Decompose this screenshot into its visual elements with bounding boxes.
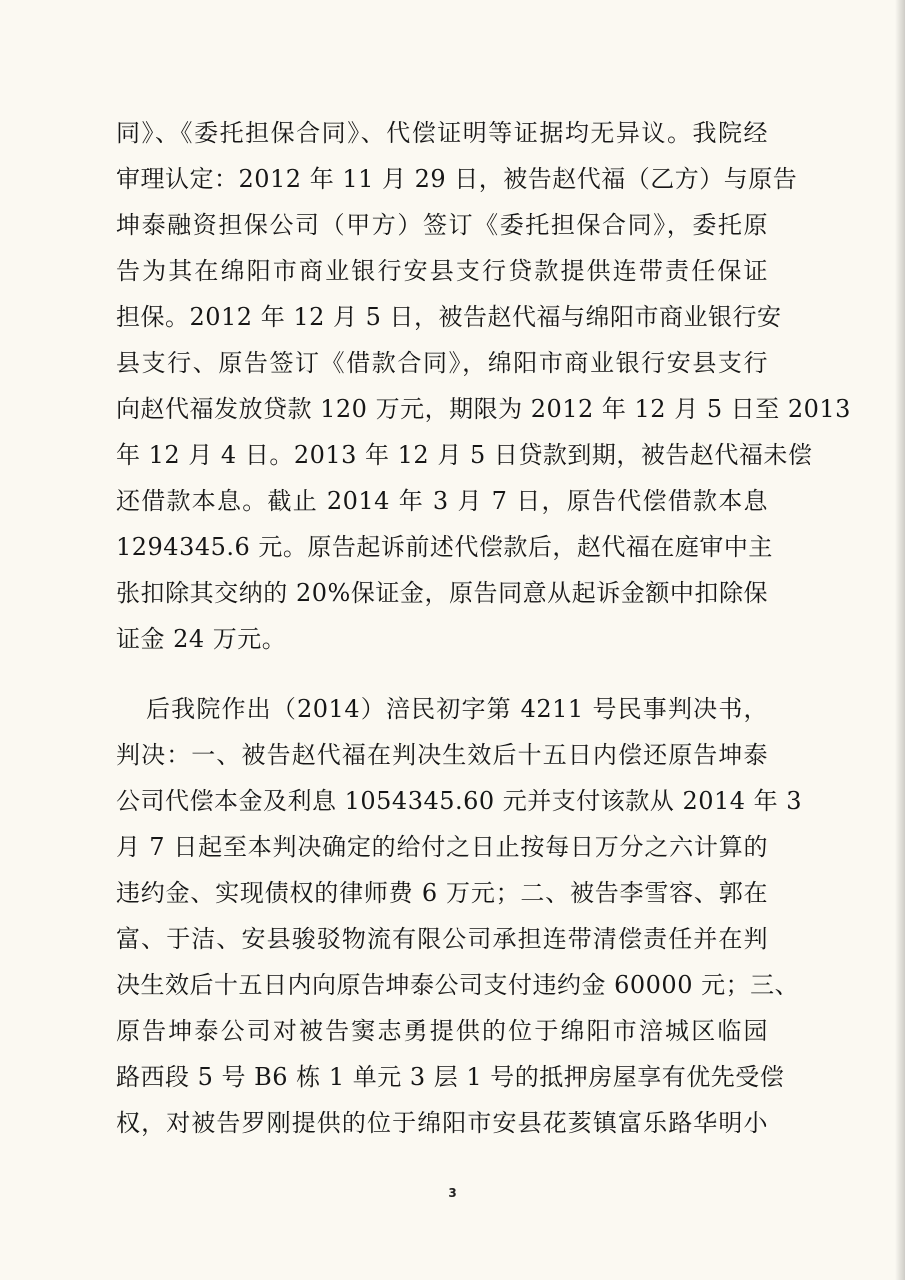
text-line: 富、于洁、安县骏驳物流有限公司承担连带清偿责任并在判 (116, 925, 768, 953)
text-line: 坤泰融资担保公司（甲方）签订《委托担保合同》，委托原 (116, 211, 768, 239)
paragraph-gap (116, 662, 768, 686)
text-line: 决生效后十五日内向原告坤泰公司支付违约金 60000 元；三、 (116, 971, 800, 999)
text-line: 担保。2012 年 12 月 5 日，被告赵代福与绵阳市商业银行安 (116, 303, 782, 331)
text-line: 向赵代福发放贷款 120 万元，期限为 2012 年 12 月 5 日至 2013 (116, 395, 851, 423)
text-line: 后我院作出（2014）涪民初字第 4211 号民事判决书， (146, 695, 768, 723)
text-line: 判决：一、被告赵代福在判决生效后十五日内偿还原告坤泰 (116, 741, 768, 769)
text-line: 违约金、实现债权的律师费 6 万元；二、被告李雪容、郭在 (116, 879, 768, 907)
text-line: 年 12 月 4 日。2013 年 12 月 5 日贷款到期，被告赵代福未偿 (116, 441, 813, 469)
scan-edge-shadow (895, 0, 905, 1280)
text-line: 月 7 日起至本判决确定的给付之日止按每日万分之六计算的 (116, 833, 768, 861)
text-line: 同》、《委托担保合同》、代偿证明等证据均无异议。我院经 (116, 119, 768, 147)
text-line: 权，对被告罗刚提供的位于绵阳市安县花荄镇富乐路华明小 (116, 1109, 768, 1137)
text-line: 张扣除其交纳的 20%保证金，原告同意从起诉金额中扣除保 (116, 579, 768, 607)
text-line: 审理认定：2012 年 11 月 29 日，被告赵代福（乙方）与原告 (116, 165, 798, 193)
text-line: 1294345.6 元。原告起诉前述代偿款后，赵代福在庭审中主 (116, 533, 773, 561)
paragraph-2 (116, 686, 803, 1146)
text-line: 公司代偿本金及利息 1054345.60 元并支付该款从 2014 年 3 (116, 787, 803, 815)
text-line: 告为其在绵阳市商业银行安县支行贷款提供连带责任保证 (116, 257, 768, 285)
paragraph-1 (116, 110, 851, 662)
text-line: 还借款本息。截止 2014 年 3 月 7 日，原告代偿借款本息 (116, 487, 768, 515)
text-line: 路西段 5 号 B6 栋 1 单元 3 层 1 号的抵押房屋享有优先受偿 (116, 1063, 785, 1091)
text-line: 证金 24 万元。 (116, 625, 287, 653)
page-number: 3 (448, 1186, 457, 1200)
text-line: 县支行、原告签订《借款合同》，绵阳市商业银行安县支行 (116, 349, 768, 377)
text-line: 原告坤泰公司对被告窦志勇提供的位于绵阳市涪城区临园 (116, 1017, 768, 1045)
document-body (116, 110, 851, 1146)
